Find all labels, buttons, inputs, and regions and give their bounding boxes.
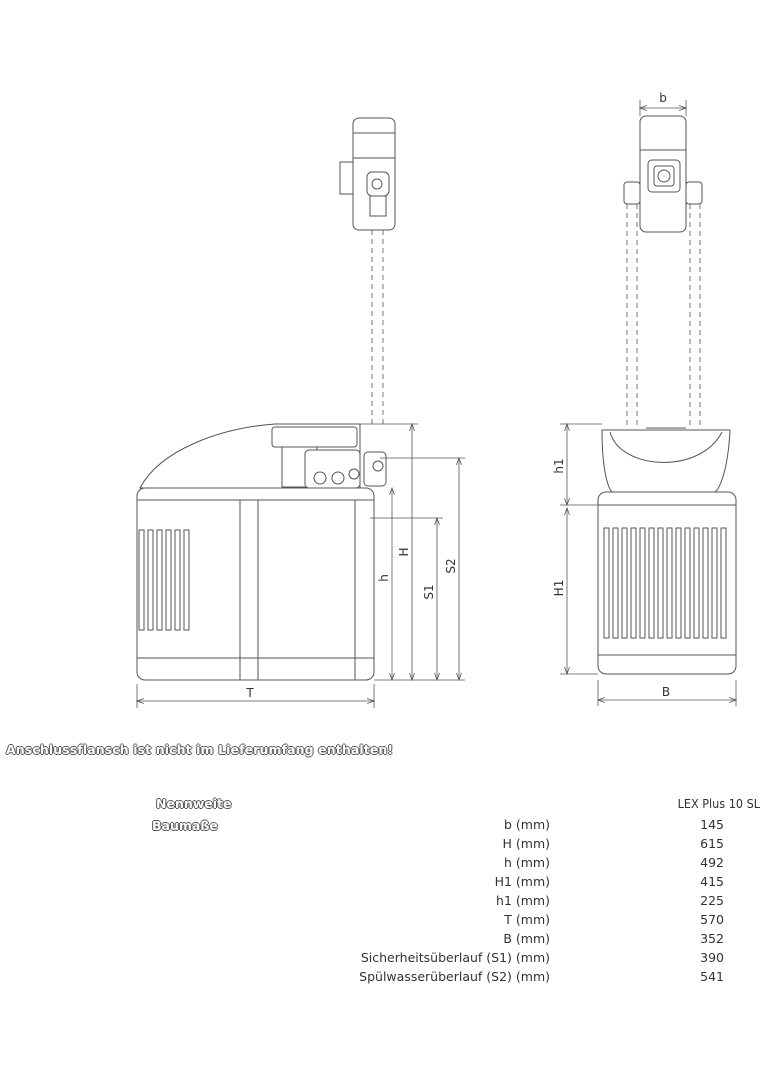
row-label: b (mm) (503, 817, 550, 832)
front-view (598, 116, 736, 674)
row-value: 225 (700, 893, 724, 908)
dim-label-S1: S1 (422, 584, 436, 600)
row-label: H (mm) (502, 836, 550, 851)
row-value: 541 (700, 969, 724, 984)
row-value: 492 (700, 855, 724, 870)
row-value: 390 (700, 950, 724, 965)
side-view (137, 118, 395, 680)
control-valve (272, 427, 386, 488)
dim-label-h1: h1 (552, 458, 566, 474)
valve-top-view (340, 118, 395, 230)
table-row (300, 893, 760, 912)
dim-label-b: b (659, 91, 667, 105)
row-label: h (mm) (503, 855, 550, 870)
nominal-label: Nennweite (156, 796, 232, 811)
dimensions-table (300, 817, 760, 988)
row-label: B (mm) (503, 931, 550, 946)
row-value: 570 (700, 912, 724, 927)
model-header: LEX Plus 10 SL (677, 796, 760, 811)
dim-label-h: h (377, 574, 391, 582)
dim-label-H: H (397, 547, 411, 557)
table-row (300, 836, 760, 855)
table-row (300, 874, 760, 893)
row-label: Spülwasserüberlauf (S2) (mm) (359, 969, 550, 984)
row-label: h1 (mm) (496, 893, 550, 908)
dim-label-H1: H1 (552, 579, 566, 597)
delivery-note: Anschlussflansch ist nicht im Lieferumfang enthalten! (6, 742, 394, 757)
row-value: 352 (700, 931, 724, 946)
dimensions-label: Baumaße (152, 818, 218, 833)
table-row (300, 817, 760, 836)
dim-label-B: B (661, 685, 671, 699)
table-row (300, 931, 760, 950)
row-value: 615 (700, 836, 724, 851)
dim-label-S2: S2 (444, 558, 458, 574)
row-value: 145 (700, 817, 724, 832)
row-label: Sicherheitsüberlauf (S1) (mm) (360, 950, 550, 965)
row-label: H1 (mm) (494, 874, 550, 889)
table-row (300, 950, 760, 969)
table-row (300, 969, 760, 988)
table-row (300, 912, 760, 931)
row-value: 415 (700, 874, 724, 889)
table-row (300, 855, 760, 874)
row-label: T (mm) (504, 912, 550, 927)
dim-label-T: T (246, 686, 254, 700)
